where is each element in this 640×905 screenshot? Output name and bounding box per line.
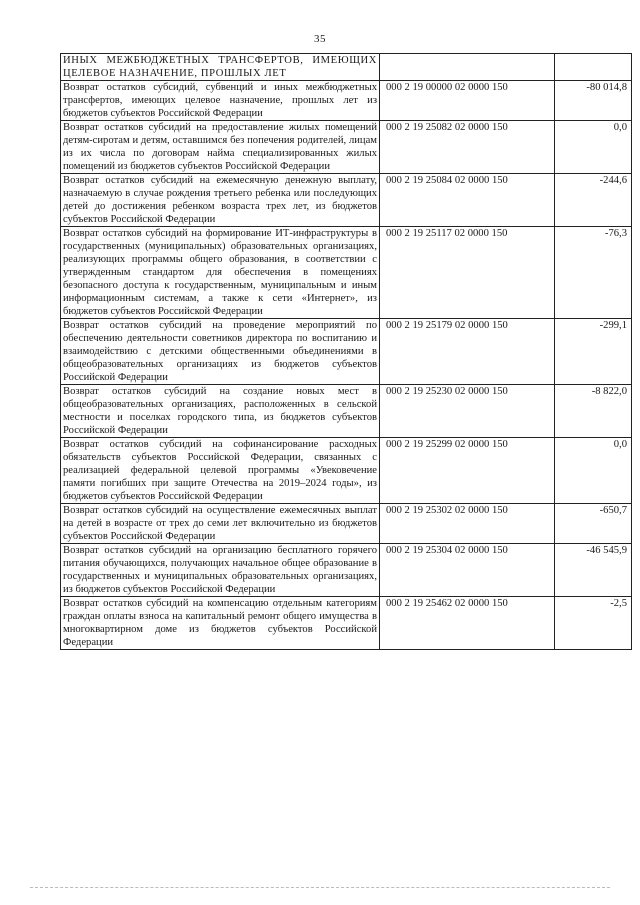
table-row (61, 544, 632, 597)
row-code (380, 54, 555, 81)
table-row (61, 174, 632, 227)
row-amount: -76,3 (555, 227, 632, 319)
row-code: 000 2 19 25302 02 0000 150 (380, 504, 555, 544)
row-amount: -80 014,8 (555, 81, 632, 121)
row-amount (555, 54, 632, 81)
row-amount: 0,0 (555, 438, 632, 504)
table-row (61, 597, 632, 650)
row-description: Возврат остатков субсидий на предоставление жилых помещений детям-сиротам и детям, оставшимся без попечения родителей, лицам из их числа по договорам найма специализированных жилых помещений из бюджетов субъектов Российской Федерации (61, 121, 380, 174)
table-row (61, 504, 632, 544)
table-row (61, 54, 632, 81)
row-description: Возврат остатков субсидий на софинансирование расходных обязательств субъектов Российской Федерации, связанных с реализацией федеральной целевой программы «Увековечение памяти погибших при защите Отечества на 2019–2024 годы», из бюджетов субъектов Российской Федерации (61, 438, 380, 504)
row-code: 000 2 19 25299 02 0000 150 (380, 438, 555, 504)
row-amount: 0,0 (555, 121, 632, 174)
row-code: 000 2 19 25462 02 0000 150 (380, 597, 555, 650)
row-code: 000 2 19 00000 02 0000 150 (380, 81, 555, 121)
row-amount: -650,7 (555, 504, 632, 544)
table-row (61, 319, 632, 385)
row-code: 000 2 19 25082 02 0000 150 (380, 121, 555, 174)
row-description: Возврат остатков субсидий на проведение мероприятий по обеспечению деятельности советников директора по воспитанию и взаимодействию с детскими общественными объединениями в общеобразовательных организациях из бюджетов субъектов Российской Федерации (61, 319, 380, 385)
row-description: Возврат остатков субсидий на ежемесячную денежную выплату, назначаемую в случае рождения третьего ребенка или последующих детей до достижения ребенком возраста трех лет, из бюджетов субъектов Российской Федерации (61, 174, 380, 227)
table-row (61, 227, 632, 319)
row-code: 000 2 19 25304 02 0000 150 (380, 544, 555, 597)
row-amount: -299,1 (555, 319, 632, 385)
row-description: Возврат остатков субсидий на осуществление ежемесячных выплат на детей в возрасте от трех до семи лет включительно из бюджетов субъектов Российской Федерации (61, 504, 380, 544)
row-amount: -46 545,9 (555, 544, 632, 597)
row-description: Возврат остатков субсидий на компенсацию отдельным категориям граждан оплаты взноса на капитальный ремонт общего имущества в многоквартирном доме из бюджетов субъектов Российской Федерации (61, 597, 380, 650)
page-number: 35 (314, 33, 326, 45)
row-code: 000 2 19 25179 02 0000 150 (380, 319, 555, 385)
row-code: 000 2 19 25117 02 0000 150 (380, 227, 555, 319)
table-row (61, 385, 632, 438)
row-code: 000 2 19 25084 02 0000 150 (380, 174, 555, 227)
scan-edge-divider (30, 887, 610, 888)
table-row (61, 121, 632, 174)
row-amount: -8 822,0 (555, 385, 632, 438)
row-amount: -244,6 (555, 174, 632, 227)
row-description: Возврат остатков субсидий на формирование ИТ-инфраструктуры в государственных (муниципальных) образовательных организациях, реализующих программы общего образования, в соответствии с утвержденным стандартом для обеспечения в помещениях безопасного доступа к государственным, муниципальным и иным информационным системам, а также к сети «Интернет», из бюджетов субъектов Российской Федерации (61, 227, 380, 319)
table-row (61, 438, 632, 504)
table-row (61, 81, 632, 121)
row-description: Возврат остатков субсидий, субвенций и иных межбюджетных трансфертов, имеющих целевое назначение, прошлых лет из бюджетов субъектов Российской Федерации (61, 81, 380, 121)
row-description: Возврат остатков субсидий на организацию бесплатного горячего питания обучающихся, получающих начальное общее образование в государственных и муниципальных образовательных организациях, из бюджетов субъектов Российской Федерации (61, 544, 380, 597)
row-description: Возврат остатков субсидий на создание новых мест в общеобразовательных организациях, расположенных в сельской местности и поселках городского типа, из бюджетов субъектов Российской Федерации (61, 385, 380, 438)
row-description: ИНЫХ МЕЖБЮДЖЕТНЫХ ТРАНСФЕРТОВ, ИМЕЮЩИХ ЦЕЛЕВОЕ НАЗНАЧЕНИЕ, ПРОШЛЫХ ЛЕТ (61, 54, 380, 81)
budget-table (60, 53, 632, 650)
row-code: 000 2 19 25230 02 0000 150 (380, 385, 555, 438)
row-amount: -2,5 (555, 597, 632, 650)
